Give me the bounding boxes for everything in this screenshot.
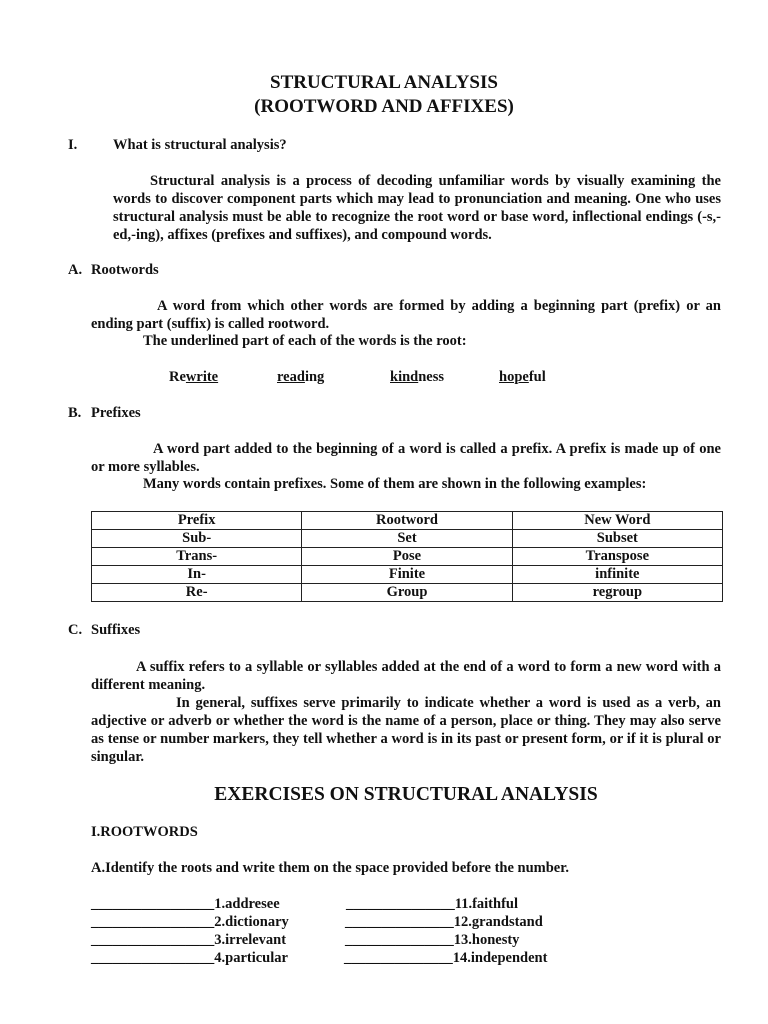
rootword-example: hopeful [499,369,546,385]
table-cell: Subset [512,530,722,548]
rootword-example: Rewrite [169,369,219,385]
suffixes-paragraph-2: In general, suffixes serve primarily to indicate whether a word is used as a verb, an adjective or adverb or whether the word is the name of a person, place or thing. They may also serve as tense or number markers, they tell whether a word is in its past or present form, or if it is plural or singular. [91,695,721,765]
rootword-example: reading [277,369,325,385]
exercises-title: EXERCISES ON STRUCTURAL ANALYSIS [214,784,598,805]
exercise-item-3[interactable]: _________________3.irrelevant [91,932,287,948]
root-part: hope [499,369,529,385]
exercise-item-13[interactable]: _______________13.honesty [345,932,520,948]
table-row [92,548,723,566]
suffixes-paragraph: A suffix refers to a syllable or syllables added at the end of a word to form a new word with a different meaning. [91,659,721,693]
suffixes-letter: C. [68,622,83,638]
rootwords-letter: A. [68,262,83,278]
rootwords-note: The underlined part of each of the words is the root: [143,333,467,349]
table-row [92,566,723,584]
suffixes-heading: Suffixes [91,622,141,638]
table-cell: Re- [92,584,302,602]
table-header-row [92,512,723,530]
table-header: New Word [512,512,722,530]
exercise-item-1[interactable]: _________________1.addresee [91,896,280,912]
root-part: kind [390,369,419,385]
root-part: write [185,369,219,385]
prefixes-heading: Prefixes [91,405,141,421]
table-cell: In- [92,566,302,584]
exercise-item-2[interactable]: _________________2.dictionary [91,914,289,930]
table-header: Prefix [92,512,302,530]
exercise-item-11[interactable]: _______________11.faithful [346,896,518,912]
table-cell: Trans- [92,548,302,566]
table-row [92,584,723,602]
exercises-section: I.ROOTWORDS [91,824,198,840]
table-cell: Transpose [512,548,722,566]
table-header: Rootword [302,512,512,530]
rootword-example: kindness [390,369,445,385]
page-subtitle: (ROOTWORD AND AFFIXES) [254,96,514,117]
prefixes-note: Many words contain prefixes. Some of them are shown in the following examples: [143,476,647,492]
section-number: I. [68,137,78,153]
table-cell: Group [302,584,512,602]
table-cell: Sub- [92,530,302,548]
prefixes-paragraph: A word part added to the beginning of a word is called a prefix. A prefix is made up of one or more syllables. [91,441,721,475]
exercises-instruction: A.Identify the roots and write them on the space provided before the number. [91,860,569,876]
page-title: STRUCTURAL ANALYSIS [270,72,498,93]
root-part: read [277,369,305,385]
table-cell: infinite [512,566,722,584]
exercise-item-14[interactable]: _______________14.independent [344,950,548,966]
table-cell: Set [302,530,512,548]
rootwords-paragraph: A word from which other words are formed by adding a beginning part (prefix) or an ending part (suffix) is called rootword. [91,298,721,332]
section-heading: What is structural analysis? [113,137,287,153]
table-cell: regroup [512,584,722,602]
table-row [92,530,723,548]
rootwords-heading: Rootwords [91,262,159,278]
table-cell: Pose [302,548,512,566]
exercise-item-12[interactable]: _______________12.grandstand [345,914,543,930]
section-paragraph: Structural analysis is a process of decoding unfamiliar words by visually examining the words to discover component parts which may lead to pronunciation and meaning. One who uses structural analysis must be able to recognize the root word or base word, inflectional endings (-s,-ed,-ing), affixes (prefixes and suffixes), and compound words. [113,173,721,243]
table-cell: Finite [302,566,512,584]
exercise-item-4[interactable]: _________________4.particular [91,950,288,966]
prefixes-letter: B. [68,405,82,421]
prefix-table [91,511,723,602]
